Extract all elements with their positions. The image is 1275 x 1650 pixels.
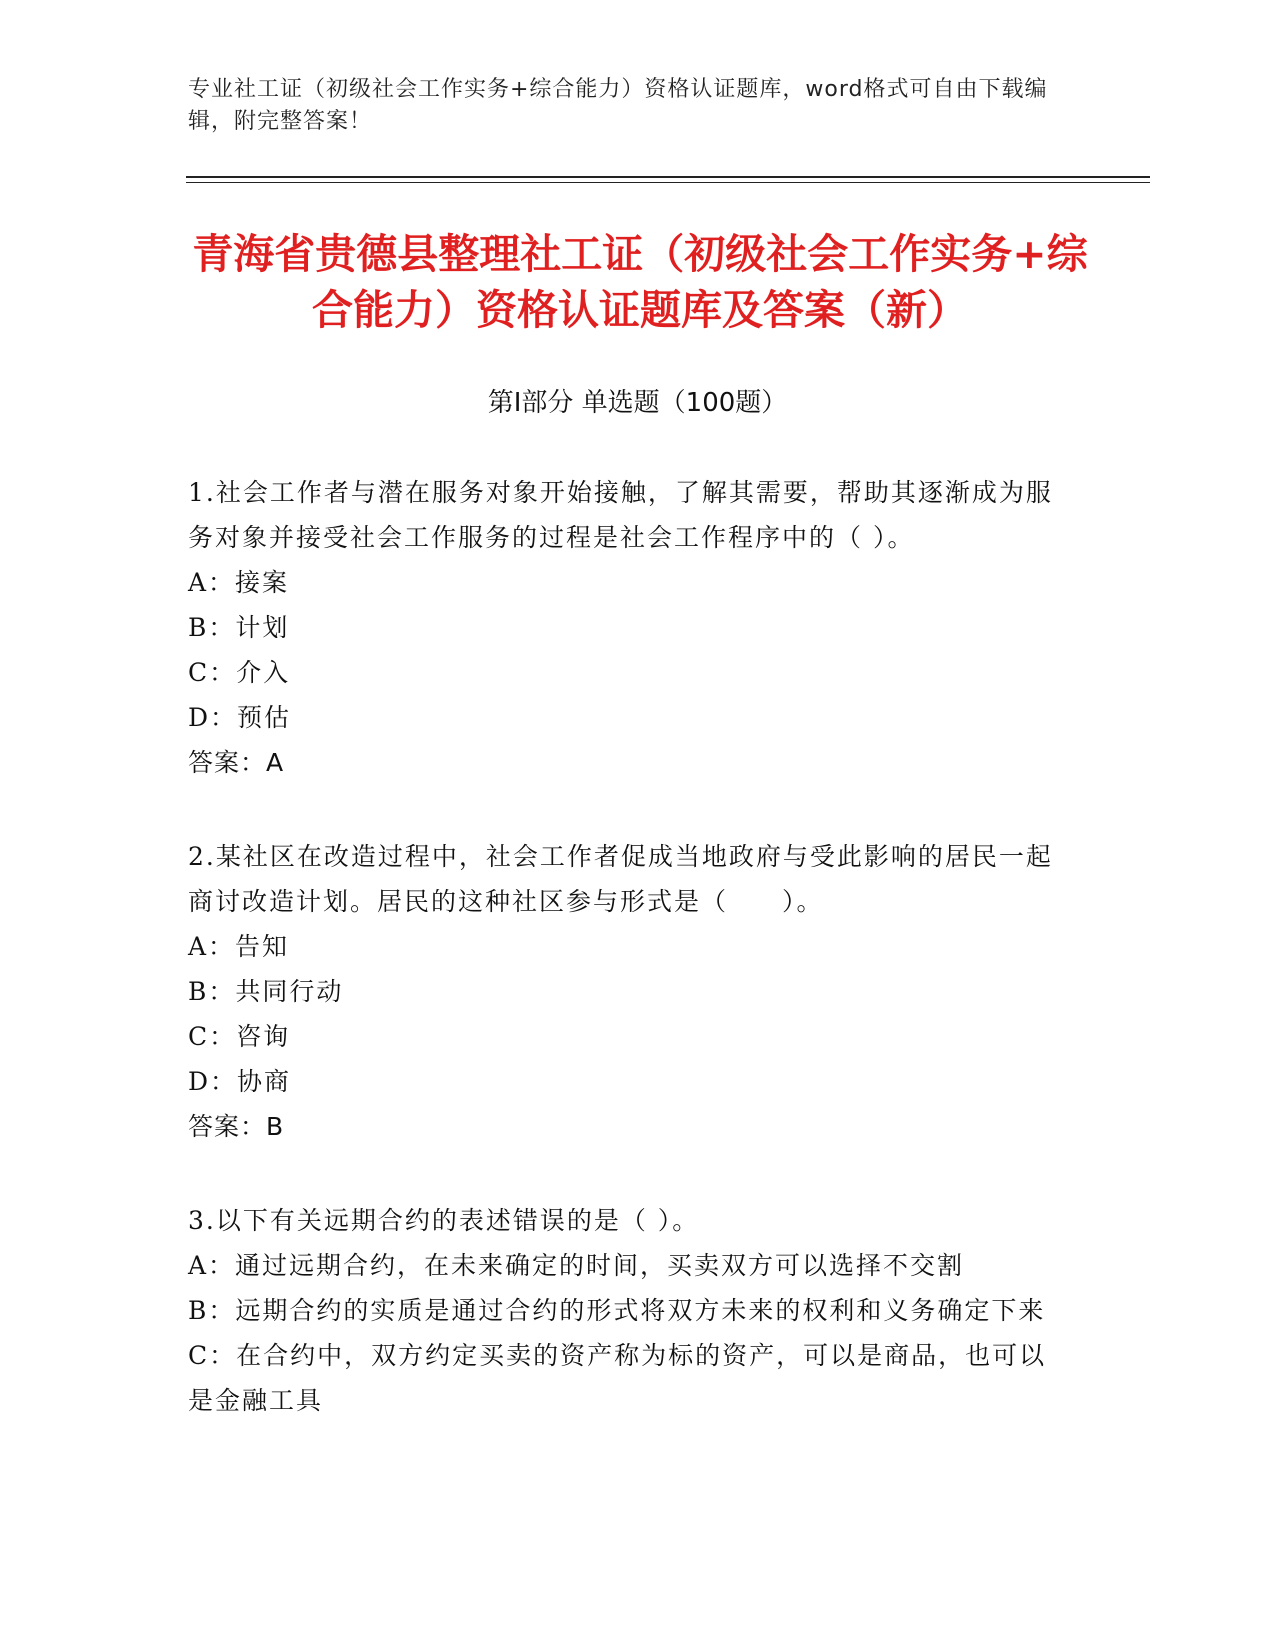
option-a: A：通过远期合约，在未来确定的时间，买卖双方可以选择不交割	[188, 1251, 965, 1280]
question-stem: 3.以下有关远期合约的表述错误的是（ ）。	[188, 1206, 700, 1235]
section-title: 第Ⅰ部分 单选题（100题）	[487, 388, 788, 418]
option-a: A：告知	[188, 932, 290, 961]
option-a: A：接案	[188, 568, 290, 597]
option-d: D：预估	[188, 703, 292, 732]
header-divider-thick	[186, 176, 1150, 178]
option-b: B：计划	[188, 613, 290, 642]
question-stem: 2.某社区在改造过程中，社会工作者促成当地政府与受此影响的居民一起商讨改造计划。居民的这种社区参与形式是（ ）。	[188, 842, 1053, 916]
option-c: C：介入	[188, 658, 291, 687]
question-1	[188, 470, 1068, 785]
question-2	[188, 834, 1068, 1149]
question-3	[188, 1198, 1068, 1423]
header-divider-thin	[186, 182, 1150, 183]
option-c: C：在合约中，双方约定买卖的资产称为标的资产，可以是商品，也可以是金融工具	[188, 1341, 1047, 1415]
question-stem: 1.社会工作者与潜在服务对象开始接触，了解其需要，帮助其逐渐成为服务对象并接受社会工作服务的过程是社会工作程序中的（ ）。	[188, 478, 1053, 552]
option-c: C：咨询	[188, 1022, 291, 1051]
option-b: B：共同行动	[188, 977, 344, 1006]
answer-line: 答案：B	[188, 1112, 285, 1141]
answer-line: 答案：A	[188, 748, 285, 777]
document-title: 青海省贵德县整理社工证（初级社会工作实务+综合能力）资格认证题库及答案（新）	[192, 230, 1088, 334]
option-d: D：协商	[188, 1067, 292, 1096]
option-b: B：远期合约的实质是通过合约的形式将双方未来的权利和义务确定下来	[188, 1296, 1046, 1325]
header-note: 专业社工证（初级社会工作实务+综合能力）资格认证题库，word格式可自由下载编辑，附完整答案！	[188, 77, 1048, 134]
